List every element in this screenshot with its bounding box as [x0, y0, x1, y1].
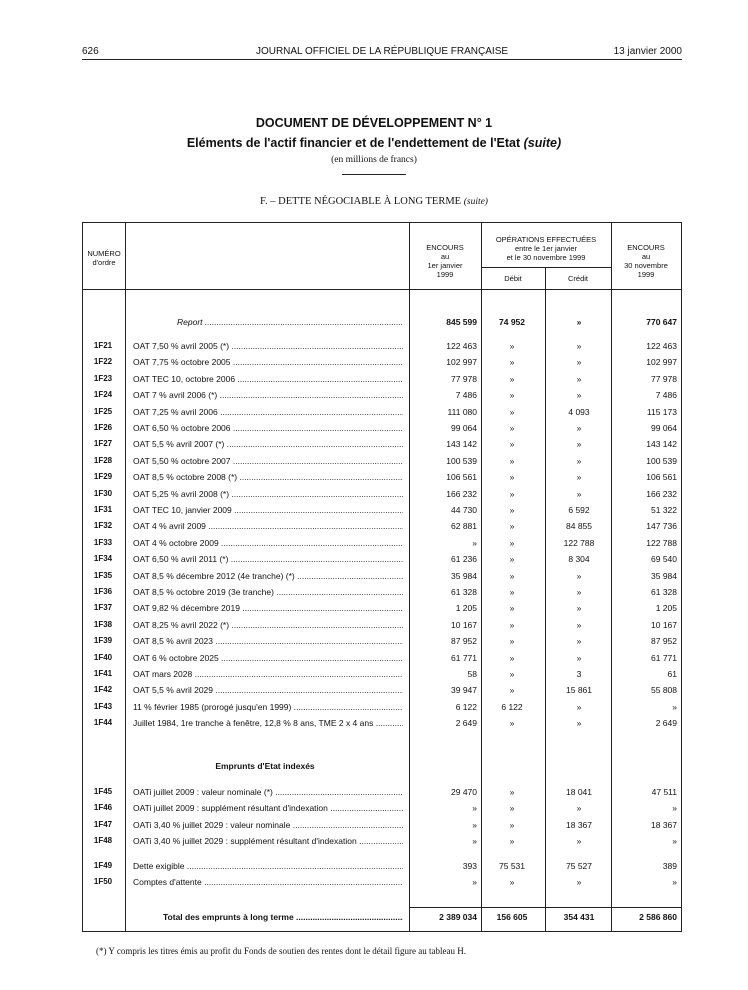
- total-rule: [409, 907, 681, 908]
- cell-encours-end: »: [672, 836, 677, 847]
- row-label: OAT 4 % avril 2009 .....: [133, 519, 403, 533]
- cell-encours-end: 35 984: [651, 570, 677, 581]
- debt-table: [82, 222, 682, 932]
- cell-debit: »: [509, 472, 515, 483]
- cell-credit: 122 788: [563, 537, 595, 548]
- cell-debit: »: [509, 603, 515, 614]
- cell-encours-end: 166 232: [646, 488, 677, 499]
- cell-encours-end: 77 978: [651, 373, 677, 384]
- row-code: 1F49: [93, 861, 113, 870]
- table-row: [83, 683, 683, 697]
- cell-encours-start: 7 486: [455, 390, 477, 401]
- header-rule: [82, 59, 682, 60]
- table-row: [83, 618, 683, 632]
- report-row: [83, 315, 683, 329]
- cell-credit: »: [576, 439, 582, 450]
- col-header-encours-start: ENCOURS au 1er janvier 1999: [426, 243, 464, 279]
- cell-encours-start: 62 881: [451, 521, 477, 532]
- cell-credit: 6 592: [568, 505, 590, 515]
- cell-encours-start: 39 947: [451, 685, 477, 696]
- page-number: 626: [82, 46, 99, 57]
- cell-debit: »: [509, 685, 515, 696]
- cell-credit: »: [576, 603, 582, 614]
- cell-debit: »: [509, 357, 515, 368]
- cell-credit: 3: [576, 669, 582, 679]
- cell-encours-end: 87 952: [651, 636, 677, 647]
- row-code: 1F25: [93, 406, 113, 416]
- table-row: [83, 785, 683, 799]
- cell-encours-start: 61 236: [451, 554, 477, 565]
- table-row: [83, 601, 683, 615]
- cell-credit: »: [576, 636, 582, 647]
- cell-debit: »: [509, 521, 515, 532]
- cell-encours-end: 147 736: [646, 521, 677, 532]
- cell-credit: »: [576, 341, 582, 351]
- row-label: Juillet 1984, 1re tranche à fenêtre, 12,8 % 8 ans, TME 2 x 4 ans .....: [133, 716, 403, 730]
- cell-encours-end: 18 367: [651, 819, 677, 830]
- cell-debit: »: [509, 341, 515, 351]
- cell-debit: »: [509, 787, 515, 797]
- cell-credit: »: [576, 373, 582, 384]
- cell-credit: 4 093: [568, 406, 590, 417]
- cell-encours-start: 393: [462, 861, 477, 871]
- row-code: 1F33: [93, 537, 113, 547]
- cell-encours-end: »: [672, 701, 677, 712]
- table-row: [83, 859, 683, 873]
- cell-encours-start: 44 730: [451, 505, 477, 515]
- table-row: [83, 421, 683, 435]
- table-row: [83, 634, 683, 648]
- units-note: (en millions de francs): [331, 155, 417, 165]
- cell-encours-end: »: [672, 803, 677, 814]
- cell-credit: »: [576, 701, 582, 712]
- cell-encours-end: 55 808: [651, 685, 677, 696]
- table-row: [83, 487, 683, 501]
- table-row: [83, 437, 683, 451]
- cell-credit: »: [576, 390, 582, 401]
- cell-debit: »: [509, 570, 515, 581]
- cell-credit: 354 431: [563, 912, 595, 922]
- cell-encours-end: 102 997: [646, 357, 677, 368]
- row-code: 1F21: [93, 341, 113, 350]
- document-subtitle: Eléments de l'actif financier et de l'endettement de l'Etat (suite): [186, 136, 562, 150]
- cell-credit: 8 304: [568, 554, 590, 565]
- cell-encours-start: »: [472, 537, 477, 548]
- table-row: [83, 801, 683, 815]
- row-label: Comptes d'attente .....: [133, 875, 403, 889]
- cell-encours-end: 106 561: [646, 472, 677, 483]
- cell-debit: »: [509, 652, 515, 663]
- row-label: 11 % février 1985 (prorogé jusqu'en 1999) .....: [133, 700, 403, 714]
- cell-credit: »: [576, 718, 582, 729]
- cell-encours-end: 770 647: [646, 317, 677, 327]
- cell-encours-start: 2 389 034: [439, 912, 477, 922]
- table-row: [83, 585, 683, 599]
- col-header-operations: OPÉRATIONS EFFECTUÉES entre le 1er janvier et le 30 novembre 1999: [495, 235, 597, 262]
- cell-debit: »: [509, 390, 515, 401]
- cell-debit: »: [509, 439, 515, 450]
- cell-encours-end: »: [672, 877, 677, 888]
- table-row: [83, 355, 683, 369]
- table-row: [83, 651, 683, 665]
- table-row: [83, 405, 683, 419]
- row-label: Total des emprunts à long terme .....: [163, 910, 403, 924]
- cell-credit: »: [576, 488, 582, 499]
- row-code: 1F29: [93, 472, 113, 482]
- section-title: F. – DETTE NÉGOCIABLE À LONG TERME (suite): [260, 196, 488, 207]
- cell-credit: »: [576, 357, 582, 368]
- table-row: [83, 503, 683, 517]
- cell-credit: »: [576, 877, 582, 888]
- cell-debit: »: [509, 669, 515, 679]
- cell-encours-start: 1 205: [455, 603, 477, 614]
- page-header: [82, 46, 682, 60]
- row-code: 1F31: [93, 505, 113, 514]
- row-code: 1F41: [93, 669, 113, 678]
- row-label: Report .....: [177, 315, 403, 329]
- cell-debit: »: [509, 406, 515, 417]
- cell-credit: »: [576, 652, 582, 663]
- table-row: [83, 372, 683, 386]
- row-label: OATi 3,40 % juillet 2029 : supplément résultant d'indexation .....: [133, 834, 403, 848]
- row-label: OAT 6,50 % octobre 2006 .....: [133, 421, 403, 435]
- row-code: 1F32: [93, 521, 113, 531]
- row-label: OAT 8,5 % octobre 2008 (*) .....: [133, 470, 403, 484]
- cell-encours-end: 389: [662, 861, 677, 871]
- row-code: 1F39: [93, 636, 113, 646]
- row-label: OATi juillet 2009 : supplément résultant d'indexation .....: [133, 801, 403, 815]
- cell-encours-start: 35 984: [451, 570, 477, 581]
- row-label: OAT 6 % octobre 2025 .....: [133, 651, 403, 665]
- cell-encours-start: 77 978: [451, 373, 477, 384]
- cell-encours-start: 2 649: [455, 718, 477, 729]
- total-row: [83, 910, 683, 924]
- row-code: 1F35: [93, 570, 113, 580]
- table-row: [83, 470, 683, 484]
- cell-encours-end: 61 771: [651, 652, 677, 663]
- cell-debit: 74 952: [499, 317, 525, 327]
- row-label: OAT 8,5 % décembre 2012 (4e tranche) (*) .....: [133, 569, 403, 583]
- cell-debit: »: [509, 877, 515, 888]
- cell-encours-start: 845 599: [446, 317, 477, 327]
- table-row: [83, 716, 683, 730]
- cell-credit: 84 855: [566, 521, 592, 532]
- row-code: 1F45: [93, 787, 113, 796]
- row-code: 1F36: [93, 587, 113, 596]
- cell-credit: »: [576, 570, 582, 581]
- cell-encours-start: 58: [467, 669, 477, 679]
- col-header-encours-end: ENCOURS au 30 novembre 1999: [624, 243, 668, 279]
- row-label: OAT 5,5 % avril 2007 (*) .....: [133, 437, 403, 451]
- cell-debit: »: [509, 718, 515, 729]
- cell-debit: »: [509, 819, 515, 830]
- cell-encours-end: 143 142: [646, 439, 677, 450]
- cell-credit: »: [576, 472, 582, 483]
- row-code: 1F28: [93, 455, 113, 465]
- cell-credit: »: [576, 317, 582, 327]
- cell-credit: 18 041: [566, 787, 592, 797]
- cell-encours-end: 61 328: [651, 587, 677, 597]
- table-row: [83, 700, 683, 714]
- row-label: OATi 3,40 % juillet 2029 : valeur nominale .....: [133, 818, 403, 832]
- cell-credit: »: [576, 619, 582, 630]
- row-code: 1F48: [93, 836, 113, 846]
- table-row: [83, 875, 683, 889]
- cell-debit: 156 605: [496, 912, 528, 922]
- table-row: [83, 569, 683, 583]
- row-label: OAT 8,25 % avril 2022 (*) .....: [133, 618, 403, 632]
- issue-date: 13 janvier 2000: [613, 46, 682, 57]
- row-code: 1F44: [93, 718, 113, 728]
- table-row: [83, 388, 683, 402]
- header-rule-bottom: [83, 289, 681, 290]
- header-subrule: [481, 267, 611, 268]
- row-label: OAT 8,5 % avril 2023 .....: [133, 634, 403, 648]
- row-code: 1F47: [93, 819, 113, 829]
- indexed-heading: Emprunts d'Etat indexés: [215, 761, 315, 771]
- row-code: 1F22: [93, 357, 113, 367]
- cell-encours-end: 2 586 860: [639, 912, 677, 922]
- cell-encours-start: 61 771: [451, 652, 477, 663]
- cell-credit: »: [576, 455, 582, 466]
- row-label: OAT TEC 10, janvier 2009 .....: [133, 503, 403, 517]
- cell-encours-start: 6 122: [455, 701, 477, 712]
- row-label: OAT 7 % avril 2006 (*) .....: [133, 388, 403, 402]
- row-code: 1F37: [93, 603, 113, 613]
- cell-debit: »: [509, 455, 515, 466]
- cell-encours-start: »: [472, 836, 477, 847]
- table-row: [83, 818, 683, 832]
- row-code: 1F42: [93, 685, 113, 695]
- cell-encours-start: 122 463: [446, 341, 477, 351]
- cell-debit: 6 122: [501, 701, 523, 712]
- cell-debit: »: [509, 505, 515, 515]
- cell-encours-end: 115 173: [646, 406, 677, 417]
- cell-encours-end: 122 788: [646, 537, 677, 548]
- row-label: OAT 5,25 % avril 2008 (*) .....: [133, 487, 403, 501]
- table-row: [83, 536, 683, 550]
- cell-debit: »: [509, 423, 515, 433]
- cell-encours-end: 2 649: [655, 718, 677, 729]
- cell-encours-start: 100 539: [446, 455, 477, 466]
- cell-credit: »: [576, 836, 582, 847]
- row-label: OATi juillet 2009 : valeur nominale (*) .....: [133, 785, 403, 799]
- cell-encours-end: 1 205: [655, 603, 677, 614]
- row-label: OAT 7,50 % avril 2005 (*) .....: [133, 339, 403, 353]
- cell-credit: »: [576, 587, 582, 597]
- row-code: 1F23: [93, 373, 113, 383]
- row-code: 1F50: [93, 877, 113, 887]
- row-code: 1F43: [93, 701, 113, 711]
- document-title: DOCUMENT DE DÉVELOPPEMENT N° 1: [255, 116, 493, 130]
- cell-credit: 15 861: [566, 685, 592, 696]
- cell-encours-start: »: [472, 819, 477, 830]
- col-header-debit: Débit: [504, 274, 522, 283]
- cell-encours-start: 166 232: [446, 488, 477, 499]
- cell-encours-start: 87 952: [451, 636, 477, 647]
- row-code: 1F46: [93, 803, 113, 813]
- cell-encours-start: »: [472, 803, 477, 814]
- row-code: 1F27: [93, 439, 113, 449]
- row-label: OAT 5,5 % avril 2029 .....: [133, 683, 403, 697]
- row-label: OAT TEC 10, octobre 2006 .....: [133, 372, 403, 386]
- cell-debit: »: [509, 373, 515, 384]
- cell-debit: »: [509, 488, 515, 499]
- cell-encours-start: 99 064: [451, 423, 477, 433]
- cell-debit: »: [509, 836, 515, 847]
- row-label: OAT 5,50 % octobre 2007 .....: [133, 454, 403, 468]
- row-label: OAT 4 % octobre 2009 .....: [133, 536, 403, 550]
- row-label: OAT 7,25 % avril 2006 .....: [133, 405, 403, 419]
- cell-encours-start: 106 561: [446, 472, 477, 483]
- cell-credit: »: [576, 423, 582, 433]
- cell-debit: »: [509, 537, 515, 548]
- cell-encours-start: 143 142: [446, 439, 477, 450]
- row-code: 1F26: [93, 423, 113, 432]
- cell-encours-start: 10 167: [451, 619, 477, 630]
- row-code: 1F38: [93, 619, 113, 629]
- cell-encours-start: »: [472, 877, 477, 888]
- col-header-numero: NUMÉRO d'ordre: [87, 249, 121, 267]
- table-row: [83, 454, 683, 468]
- cell-encours-start: 102 997: [446, 357, 477, 368]
- cell-encours-end: 122 463: [646, 341, 677, 351]
- cell-credit: 75 527: [566, 861, 592, 871]
- cell-debit: 75 531: [499, 861, 525, 871]
- cell-debit: »: [509, 636, 515, 647]
- row-label: OAT 8,5 % octobre 2019 (3e tranche) .....: [133, 585, 403, 599]
- cell-encours-start: 61 328: [451, 587, 477, 597]
- row-label: OAT mars 2028 .....: [133, 667, 403, 681]
- row-label: OAT 7,75 % octobre 2005 .....: [133, 355, 403, 369]
- cell-credit: »: [576, 803, 582, 814]
- row-code: 1F30: [93, 488, 113, 498]
- table-row: [83, 339, 683, 353]
- cell-encours-end: 69 540: [651, 554, 677, 565]
- cell-encours-end: 61: [667, 669, 677, 679]
- cell-encours-end: 10 167: [651, 619, 677, 630]
- cell-encours-end: 99 064: [651, 423, 677, 433]
- cell-encours-end: 7 486: [655, 390, 677, 401]
- cell-encours-end: 51 322: [651, 505, 677, 515]
- cell-debit: »: [509, 619, 515, 630]
- title-rule: [342, 174, 406, 175]
- table-row: [83, 667, 683, 681]
- cell-encours-end: 47 511: [651, 787, 677, 797]
- journal-title: JOURNAL OFFICIEL DE LA RÉPUBLIQUE FRANÇAISE: [255, 46, 509, 57]
- cell-encours-start: 29 470: [451, 787, 477, 797]
- row-label: OAT 6,50 % avril 2011 (*) .....: [133, 552, 403, 566]
- row-label: Dette exigible .....: [133, 859, 403, 873]
- cell-encours-start: 111 080: [447, 406, 477, 417]
- cell-credit: 18 367: [566, 819, 592, 830]
- cell-debit: »: [509, 587, 515, 597]
- row-code: 1F40: [93, 652, 113, 662]
- row-code: 1F24: [93, 390, 113, 400]
- cell-debit: »: [509, 803, 515, 814]
- table-row: [83, 552, 683, 566]
- cell-encours-end: 100 539: [646, 455, 677, 466]
- cell-debit: »: [509, 554, 515, 565]
- table-row: [83, 519, 683, 533]
- col-header-credit: Crédit: [567, 274, 588, 283]
- row-code: 1F34: [93, 554, 113, 564]
- footnote: (*) Y compris les titres émis au profit du Fonds de soutien des rentes dont le détail figure au tableau H.: [96, 946, 466, 956]
- table-row: [83, 834, 683, 848]
- row-label: OAT 9,82 % décembre 2019 .....: [133, 601, 403, 615]
